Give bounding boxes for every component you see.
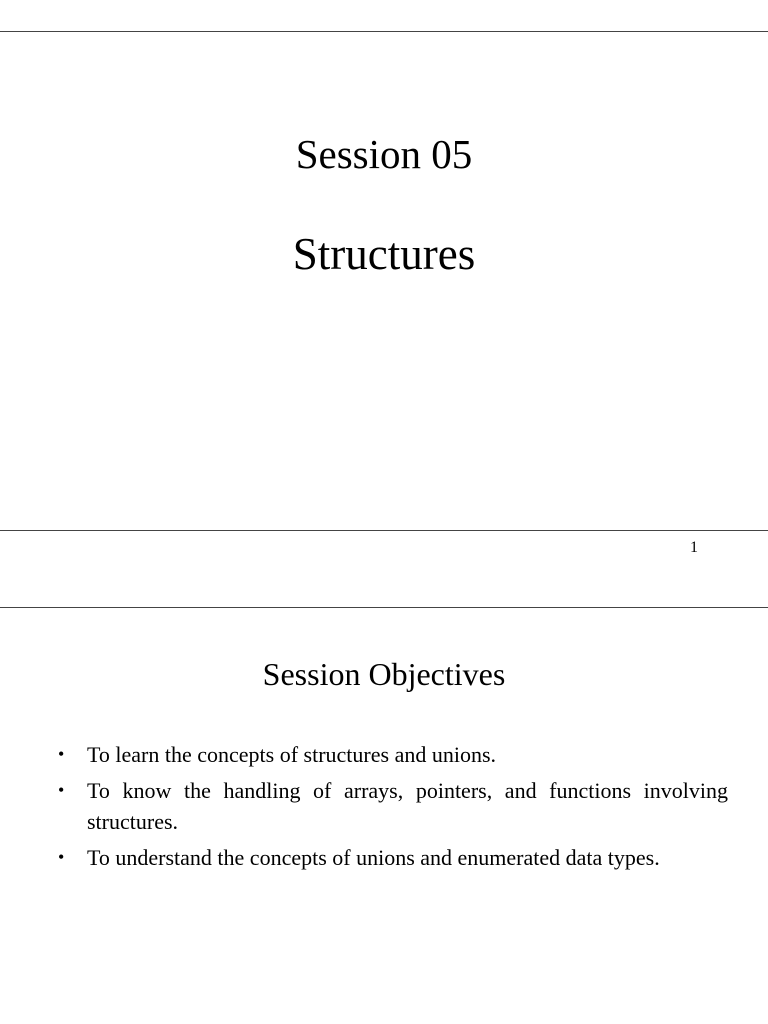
session-subtitle: Structures <box>292 229 476 279</box>
slide-top-divider <box>0 31 768 32</box>
slide-bottom-divider <box>0 530 768 531</box>
session-title: Session 05 <box>295 131 473 177</box>
objective-text: To learn the concepts of structures and unions. <box>87 742 497 767</box>
objective-text: To know the handling of arrays, pointers, and functions involving structures. <box>87 778 728 834</box>
objectives-list <box>58 739 728 878</box>
bullet-icon: • <box>58 780 65 800</box>
objective-item <box>58 775 728 837</box>
bullet-icon: • <box>58 847 65 867</box>
objectives-title: Session Objectives <box>262 656 506 692</box>
bullet-icon: • <box>58 744 65 764</box>
page-number: 1 <box>690 539 698 556</box>
objective-item <box>58 842 728 873</box>
objective-text: To understand the concepts of unions and enumerated data types. <box>87 845 660 870</box>
slide2-top-divider <box>0 607 768 608</box>
objective-item <box>58 739 728 770</box>
